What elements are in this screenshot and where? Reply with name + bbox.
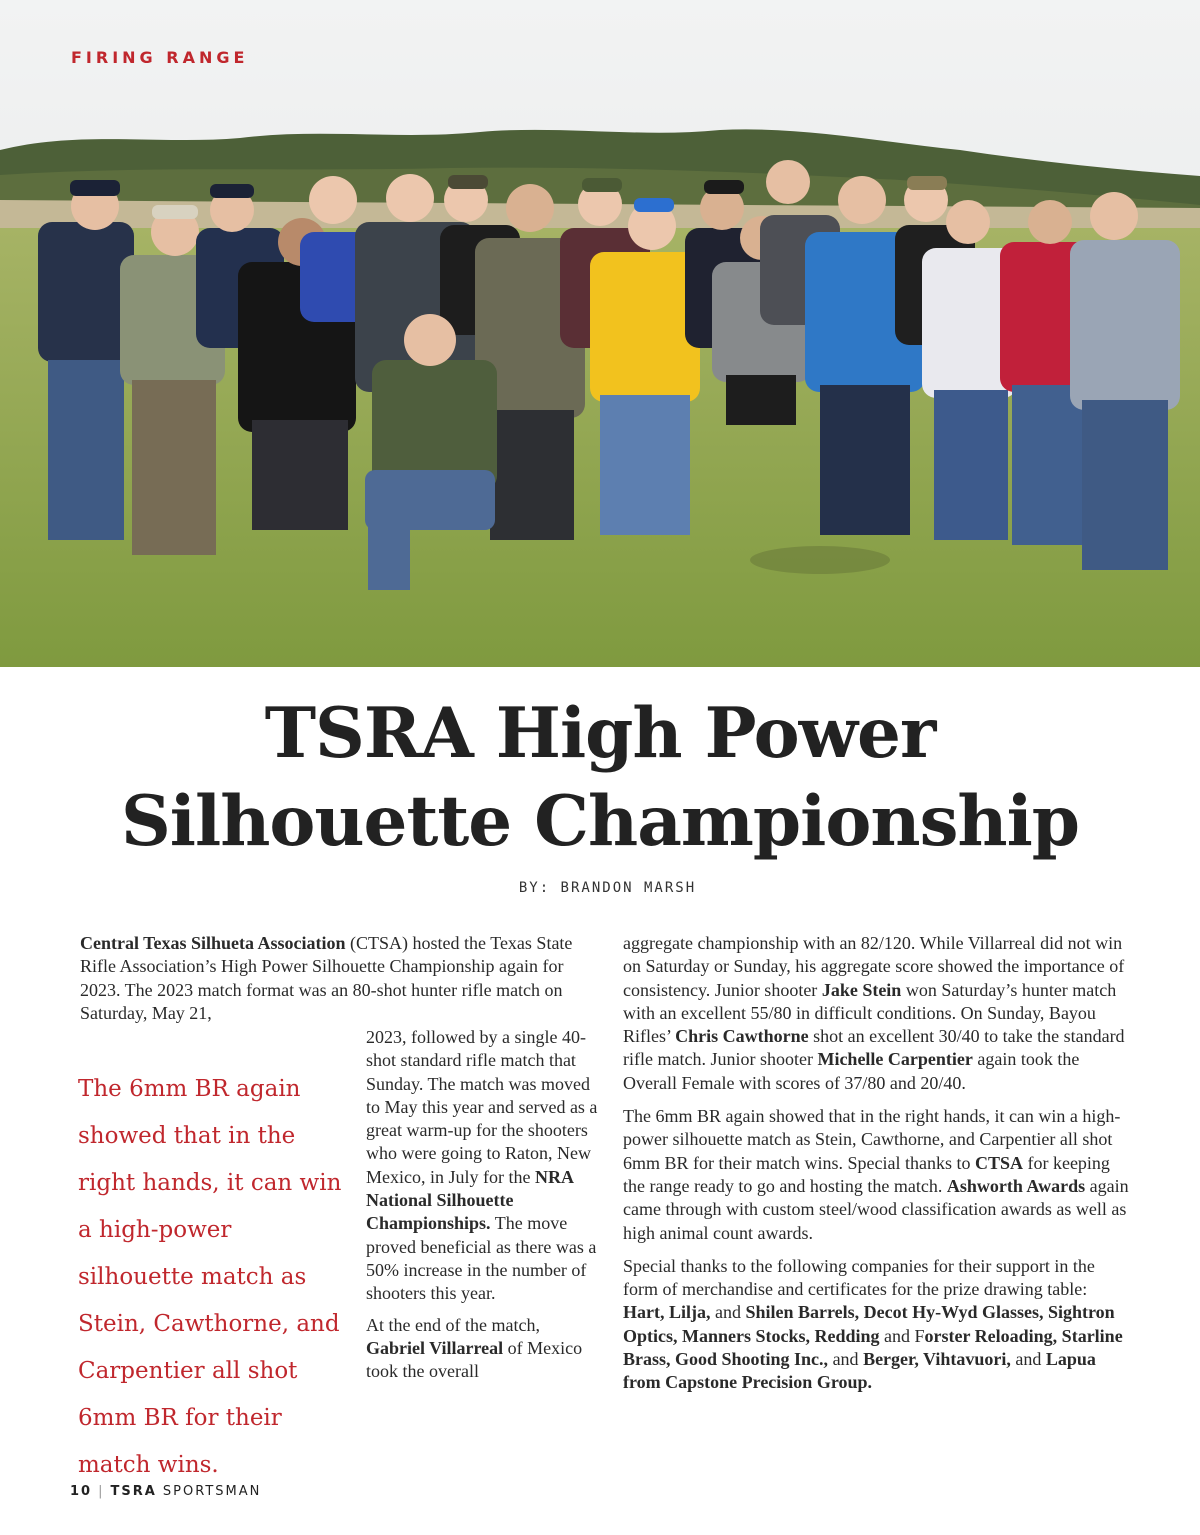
paragraph-text: and	[1010, 1349, 1046, 1370]
paragraph-text: for keeping the range ready to go and hosting the match.	[623, 1152, 1110, 1196]
article-paragraph	[623, 1255, 1133, 1395]
article-paragraph	[366, 1314, 600, 1384]
headline	[0, 690, 1200, 866]
group-photo	[0, 0, 1200, 667]
page-number: 10	[70, 1484, 93, 1499]
article-column-left	[80, 932, 600, 1025]
bold-text: Chris Cawthorne	[675, 1026, 809, 1047]
article-paragraph	[623, 932, 1133, 1095]
article-column-middle	[366, 1026, 600, 1391]
bold-text: Hart, Lilja,	[623, 1302, 711, 1323]
paragraph-text: shot an excellent 30/40 to take the standard rifle match. Junior shooter	[623, 1026, 1125, 1070]
paragraph-text: 2023, followed by a single 40-shot standard rifle match that Sunday. The match was moved to May this year and served as a great warm-up for the shooters who were going to Raton, New Mexico, in July for the	[366, 1027, 598, 1187]
article-column-right	[623, 932, 1133, 1405]
article-paragraph	[623, 1105, 1133, 1245]
byline: BY: BRANDON MARSH	[518, 880, 697, 896]
paragraph-text: again came through with custom steel/wood classification awards as well as high animal count awards.	[623, 1175, 1129, 1243]
paragraph-text: The move proved beneficial as there was a 50% increase in the number of shooters this year.	[366, 1213, 597, 1304]
headline-line-2: Silhouette Championship	[120, 781, 1080, 862]
paragraph-text: (CTSA) hosted the Texas State Rifle Association’s High Power Silhouette Championship again for 2023. The 2023 match format was an 80-shot hunter rifle match on Saturday, May 21,	[80, 933, 573, 1023]
article-paragraph	[80, 932, 600, 1025]
footer-publication: SPORTSMAN	[156, 1484, 262, 1499]
paragraph-text: won Saturday’s hunter match with an excellent 55/80 in difficult conditions. On Sunday, Bayou Rifles’	[623, 979, 1117, 1047]
bold-text: Ashworth Awards	[946, 1175, 1086, 1196]
bold-text: Jake Stein	[821, 979, 902, 1000]
footer-brand: TSRA	[110, 1484, 157, 1499]
paragraph-text: Special thanks to the following companies for their support in the form of merchandise and certificates for the prize drawing table:	[623, 1255, 1095, 1300]
bold-text: Berger, Vihtavuori,	[863, 1349, 1011, 1370]
paragraph-text: and	[828, 1349, 864, 1370]
paragraph-text: again took the Overall Female with scores of 37/80 and 20/40.	[623, 1049, 1080, 1093]
paragraph-text: The 6mm BR again showed that in the right hands, it can win a high-power silhouette match as Stein, Cawthorne, and Carpentier all shot 6mm BR for their match wins. Special thanks to	[623, 1106, 1121, 1173]
bold-text: Gabriel Villarreal	[366, 1337, 504, 1358]
org-name: Central Texas Silhueta Association	[80, 933, 346, 953]
bold-text: Shilen Barrels, Decot Hy-Wyd Glasses, Sightron Optics, Manners Stocks, Redding	[623, 1302, 1115, 1346]
paragraph-text: aggregate championship with an 82/120. While Villarreal did not win on Saturday or Sunday, his aggregate score showed the importance of consistency. Junior shooter	[623, 933, 1125, 1000]
pull-quote: The 6mm BR again showed that in the right hands, it can win a high-power silhouette match as Stein, Cawthorne, and Carpentier all shot 6mm BR for their match wins.	[78, 1076, 342, 1478]
paragraph-text: of Mexico took the overall	[366, 1337, 583, 1382]
bold-text: Michelle Carpentier	[817, 1049, 973, 1070]
bold-text: orster Reloading, Starline Brass, Good Shooting Inc.,	[623, 1325, 1123, 1370]
paragraph-text: At the end of the match,	[366, 1314, 540, 1335]
bold-text: NRA National Silhouette Championships.	[366, 1166, 573, 1234]
paragraph-text: and	[710, 1302, 746, 1323]
footer-separator: |	[98, 1484, 105, 1499]
article-paragraph	[366, 1026, 600, 1306]
bold-text: Lapua from Capstone Precision Group.	[623, 1349, 1096, 1393]
headline-line-1: TSRA High Power	[264, 693, 936, 774]
paragraph-text: and F	[879, 1325, 925, 1346]
section-label: FIRING RANGE	[71, 48, 249, 67]
bold-text: CTSA	[974, 1152, 1023, 1173]
page-footer	[70, 1484, 261, 1499]
